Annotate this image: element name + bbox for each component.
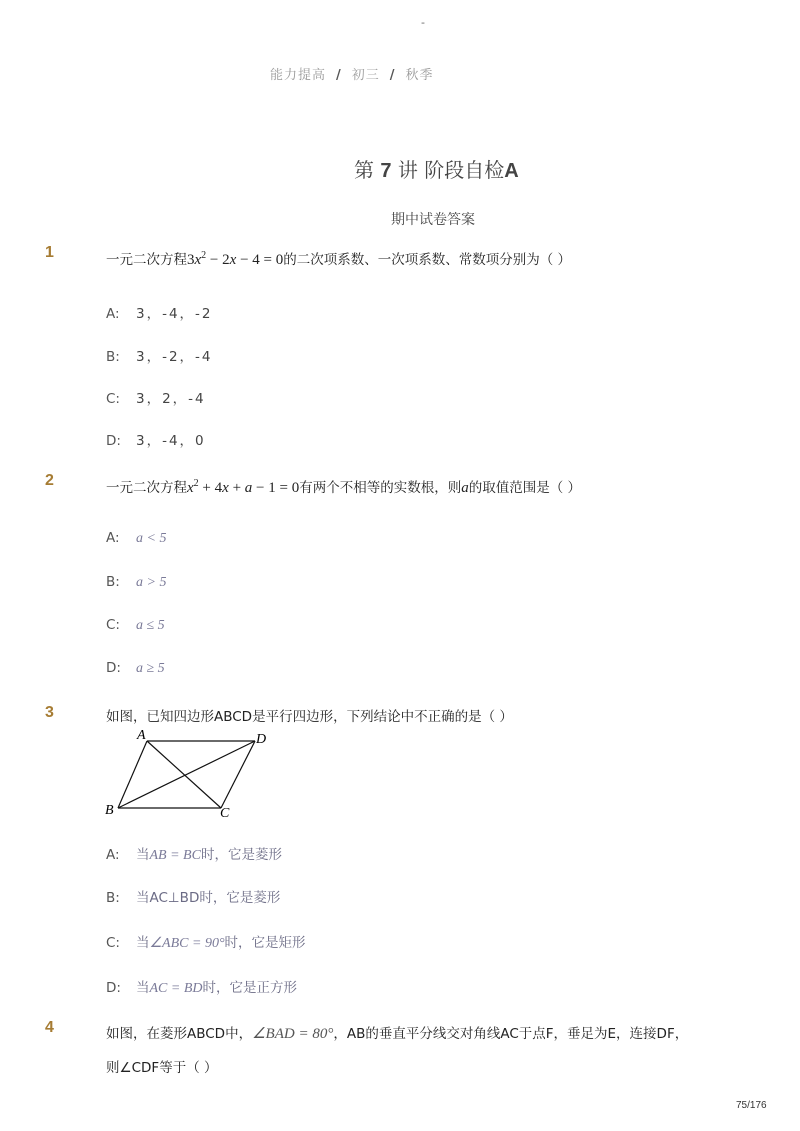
option-label: D: [106,433,121,449]
breadcrumb-separator: / [336,68,342,83]
question-1-option-c[interactable] [106,387,206,407]
question-1-text-after: 的二次项系数、一次项系数、常数项分别为（ ） [283,252,572,268]
option-label: B: [106,890,120,906]
diagonal-ac [147,741,221,808]
question-2-text-after: 有两个不相等的实数根，则 [299,480,462,496]
question-2-option-a[interactable] [106,530,166,547]
option-label: D: [106,980,121,996]
breadcrumb-level: 能力提高 [270,68,327,83]
option-value: 3，-4，-2 [136,306,213,322]
option-math: AC = BD [149,981,203,996]
option-value: a ≥ 5 [136,661,165,676]
question-2-text-after2: 的取值范围是（ ） [468,480,581,496]
question-number-3: 3 [45,704,54,721]
question-1-text [106,248,571,269]
question-number-2: 2 [45,472,54,489]
option-label: C: [106,391,120,407]
option-math: ∠ABC = 90° [149,936,225,951]
option-label: C: [106,935,120,951]
option-label: C: [106,617,120,633]
option-pre: 当 [136,847,150,863]
question-2-variable: a [461,480,469,496]
option-value: a < 5 [136,531,167,546]
question-1-option-b[interactable] [106,345,213,365]
vertex-label-c: C [220,806,230,820]
option-value: 3，2，-4 [136,391,206,407]
title-middle: 讲 阶段自检 [391,158,505,182]
vertex-label-d: D [256,732,267,747]
edge-dc [221,741,255,808]
question-1-option-d[interactable] [106,429,206,449]
option-math: AB = BC [149,848,201,863]
option-pre: 当 [136,935,150,951]
breadcrumb-grade: 初三 [351,68,380,83]
parallelogram-figure [100,725,280,820]
question-1-option-a[interactable] [106,302,213,322]
vertex-label-b: B [105,803,114,818]
edge-ba [118,741,147,808]
question-4-line-1-pre: 如图，在菱形ABCD中， [106,1026,253,1042]
title-prefix: 第 [354,158,381,182]
question-4-line-1 [106,1022,688,1043]
option-post: 时，它是矩形 [224,935,306,951]
breadcrumb-separator: / [389,68,396,83]
option-label: A: [106,530,120,546]
question-3-option-d[interactable] [106,976,297,997]
option-value: a ≤ 5 [136,618,165,633]
question-4-angle: ∠BAD = 80° [252,1026,334,1042]
breadcrumb-term: 秋季 [405,68,434,83]
option-label: A: [106,847,120,863]
question-3-option-c[interactable] [106,931,306,952]
option-label: D: [106,660,121,676]
option-pre: 当 [136,980,150,996]
option-value: 3，-4，0 [136,433,206,449]
question-number-1: 1 [45,244,54,261]
question-2-equation: $x^2 + 4x + a - 1 = 0$ [187,478,300,496]
question-1-equation: $3x^2 - 2x - 4 = 0$ [187,250,284,268]
breadcrumb [270,64,434,83]
page-subtitle: 期中试卷答案 [391,212,475,228]
question-2-option-b[interactable] [106,574,166,591]
option-label: B: [106,574,120,590]
question-2-text-before: 一元二次方程 [106,480,187,496]
top-mark: - [421,16,425,29]
option-label: A: [106,306,120,322]
question-3-option-b[interactable] [106,886,280,906]
question-1-text-before: 一元二次方程 [106,252,187,268]
option-pre: 当AC⊥BD时，它是菱形 [136,890,281,906]
option-value: a > 5 [136,575,167,590]
diagonal-bd [118,741,255,808]
question-2-option-d[interactable] [106,660,165,677]
title-number: 7 [380,160,392,182]
question-2-option-c[interactable] [106,617,165,634]
vertex-label-a: A [137,728,146,743]
page-number: 75/176 [736,1100,767,1111]
question-number-4: 4 [45,1019,54,1036]
option-post: 时，它是菱形 [200,847,282,863]
title-letter: A [504,160,519,182]
question-3-option-a[interactable] [106,843,282,864]
question-4-line-1-post: ，AB的垂直平分线交对角线AC于点F，垂足为E，连接DF， [333,1026,689,1042]
option-post: 时，它是正方形 [202,980,297,996]
page-title [354,154,519,183]
question-4-line-2: 则∠CDF等于（ ） [106,1060,218,1076]
question-3-text: 如图，已知四边形ABCD是平行四边形，下列结论中不正确的是（ ） [106,709,513,725]
option-value: 3，-2，-4 [136,349,213,365]
question-2-text [106,476,581,497]
option-label: B: [106,349,120,365]
